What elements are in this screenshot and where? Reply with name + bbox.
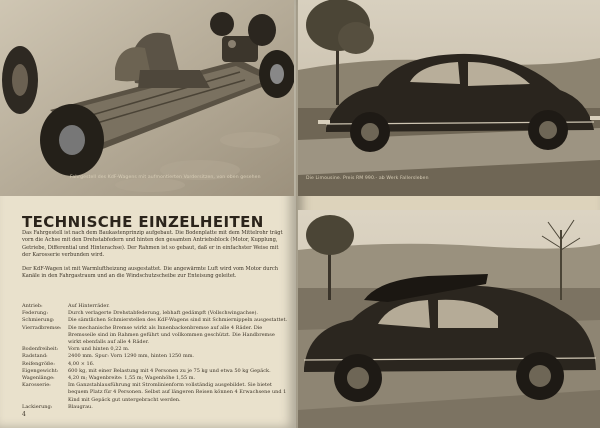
- page-number: 4: [22, 411, 26, 418]
- spec-label: Wagenlänge:: [22, 375, 55, 382]
- spec-label: Schmierung:: [22, 317, 55, 324]
- spec-row: [22, 317, 288, 324]
- chassis-photo-image: [0, 0, 294, 196]
- spec-label: Vierradbremse:: [22, 324, 62, 331]
- spec-list: [22, 303, 288, 411]
- chassis-photo-caption: Fahrgestell des KdF-Wagens mit aufmontierten Vordersitzen, von oben gesehen: [70, 175, 261, 180]
- spec-value: Durch verlagerte Drehstabfederung, lebhaft gedämpft (Vollschwingachse).: [68, 310, 259, 317]
- sedan-photo-caption: Die Limousine. Preis RM 990.- ab Werk Fallersleben: [306, 176, 429, 181]
- chassis-photo: [0, 0, 294, 196]
- spec-value: 4,20 m; Wagenbreite: 1,55 m; Wagenhöhe 1,55 m.: [68, 375, 196, 382]
- sedan-photo-image: [298, 0, 600, 196]
- spec-label: Karosserie:: [22, 382, 51, 389]
- spec-label: Antrieb:: [22, 303, 43, 309]
- spec-value: Auf Hinterräder.: [68, 303, 110, 309]
- spec-label: Reifengröße:: [22, 360, 55, 367]
- spec-row: [22, 404, 288, 411]
- spec-value: Vorn und hinten 0,22 m.: [68, 346, 130, 353]
- intro-paragraph-1: Das Fahrgestell ist nach dem Baukastenprinzip aufgebaut. Die Bodenplatte mit dem Mittelrohr trägt vorn die Achse mit den Drehstabfedern und hinten den gesamten Antriebsblock (Motor, Kupplung, Getriebe, Differential und Hinterachse). Der Rahmen ist so gebaut, daß er in einfachster Weise mit der Karosserie verbunden wird.: [22, 230, 283, 259]
- spec-value: 4,00 × 16.: [68, 360, 95, 367]
- sedan-photo: [298, 0, 600, 196]
- spec-label: Radstand:: [22, 353, 48, 360]
- sunroof-sedan-photo-image: [298, 210, 600, 428]
- spec-row: [22, 346, 288, 353]
- spec-value: Im Ganzstahlausführung mit Stromlinienform vollständig ausgebildet. Sie bietet bequem Platz für 4 Personen. Selbst auf längeren Reisen können 4 Erwachsene und 1 Kind mit Gepäck gut untergebracht werden.: [68, 382, 287, 403]
- spec-row: [22, 375, 288, 382]
- spec-label: Federung:: [22, 310, 49, 317]
- left-page: [0, 0, 296, 428]
- section-title: TECHNISCHE EINZELHEITEN: [22, 213, 264, 231]
- sunroof-sedan-photo: [298, 210, 600, 428]
- spec-value: 2400 mm. Spur: Vorn 1290 mm, hinten 1250 mm.: [68, 353, 195, 360]
- spec-row: [22, 310, 288, 317]
- spec-value: Die sämtlichen Schmierstellen des KdF-Wagens sind mit Schmiernippeln ausgestattet.: [68, 317, 288, 324]
- spec-row: [22, 368, 288, 375]
- spec-value: Blaugrau.: [68, 403, 93, 410]
- right-page: [296, 0, 600, 428]
- spec-row: [22, 325, 288, 347]
- intro-paragraph-2: Der KdF-Wagen ist mit Warmluftheizung ausgestattet. Die angewärmte Luft wird vom Motor durch Kanäle in den Fahrgastraum und an die Windschutzscheibe zur Enteisung geleitet.: [22, 266, 279, 280]
- spec-value: 600 kg, mit einer Belastung mit 4 Personen zu je 75 kg und etwa 50 kg Gepäck.: [68, 367, 271, 374]
- spec-row: [22, 361, 288, 368]
- spec-value: Die mechanische Bremse wirkt als Innenbackenbremse auf alle 4 Räder. Die Bremsseile sind im Rahmen geführt und vollkommen geschützt. Die Handbremse wirkt ebenfalls auf alle 4 Räder.: [68, 324, 275, 346]
- spec-row: [22, 353, 288, 360]
- spec-row: [22, 382, 288, 404]
- spec-label: Lackierung:: [22, 403, 53, 410]
- spec-label: Eigengewicht:: [22, 367, 59, 374]
- spec-label: Bodenfreiheit:: [22, 346, 59, 353]
